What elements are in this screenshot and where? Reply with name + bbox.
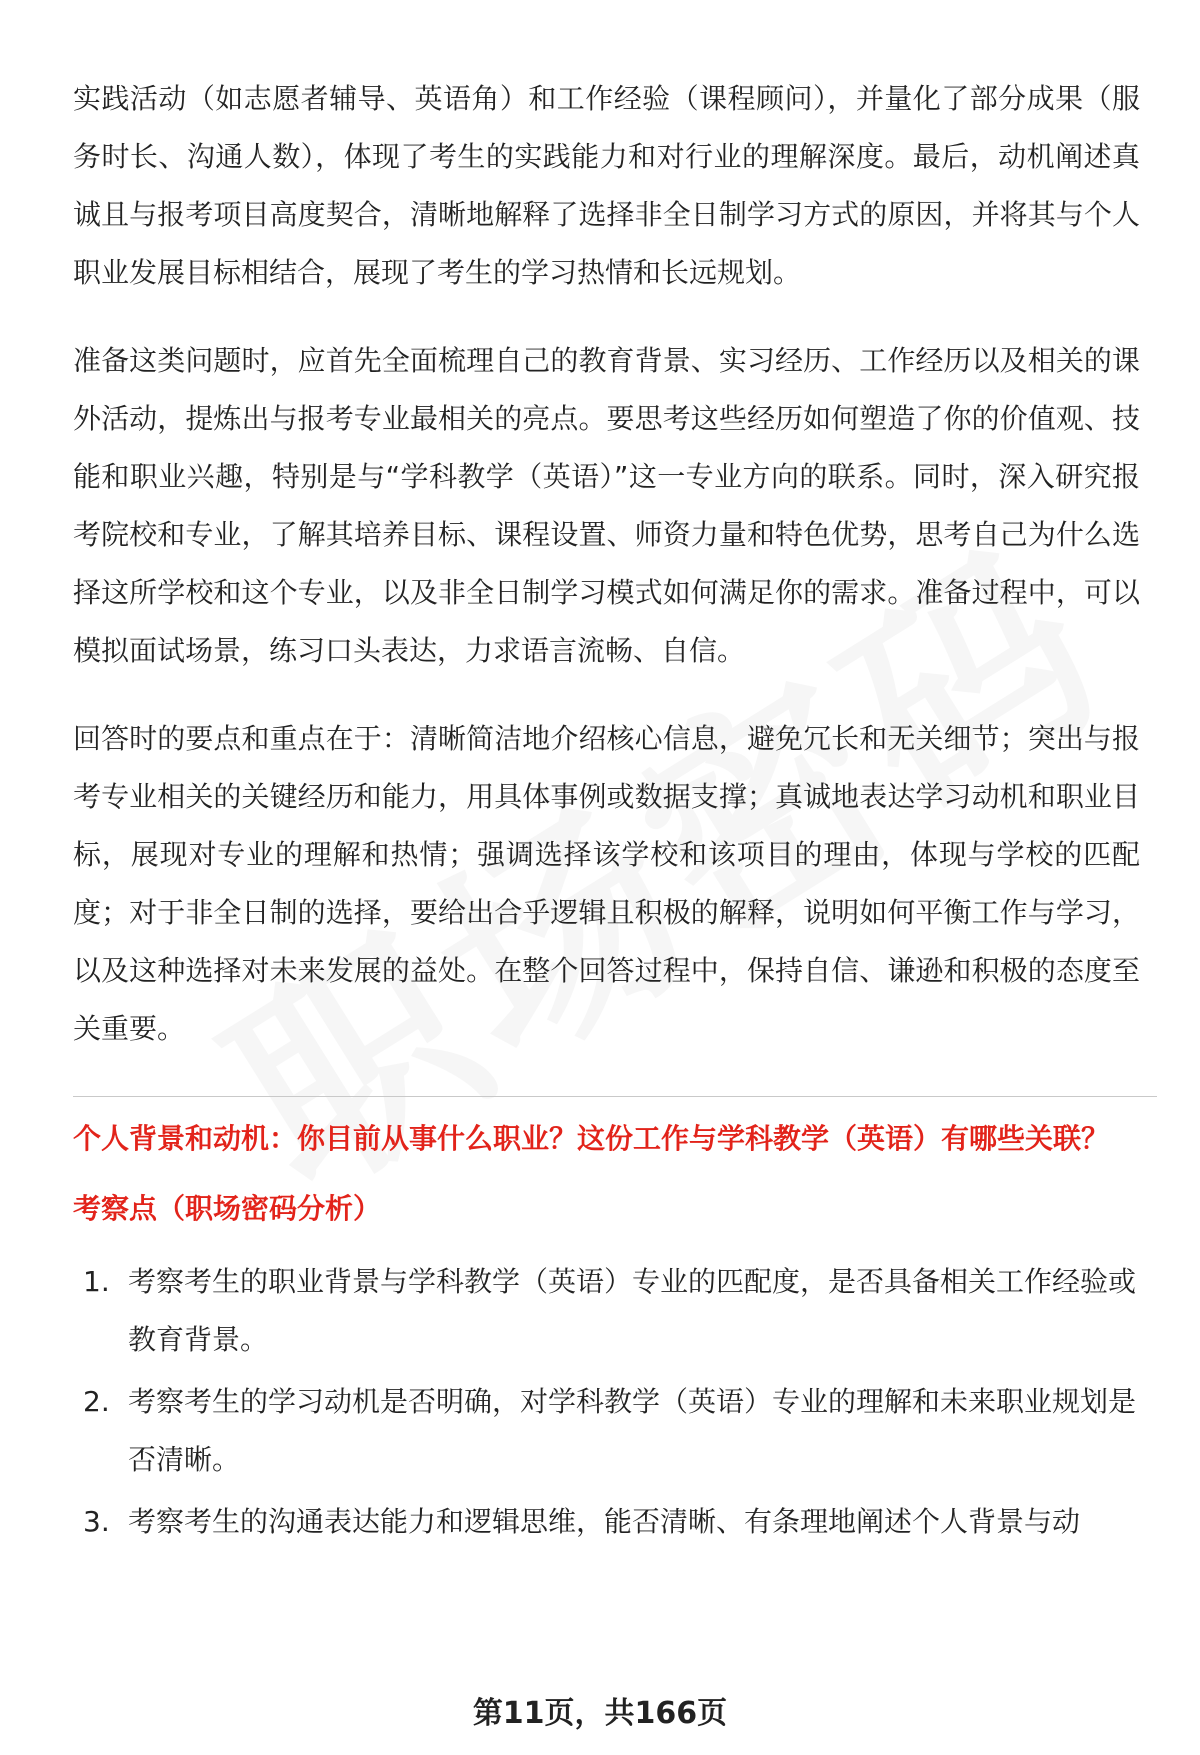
list-item-number: 1. (83, 1265, 110, 1298)
analysis-subheading: 考察点（职场密码分析） (73, 1192, 382, 1225)
list-item-number: 2. (83, 1385, 110, 1418)
page-footer: 第11页，共166页 (472, 1696, 728, 1731)
list-item (73, 1373, 1140, 1489)
list-item-text: 考察考生的学习动机是否明确，对学科教学（英语）专业的理解和未来职业规划是否清晰。 (128, 1385, 1137, 1476)
analysis-list (73, 1253, 1140, 1551)
section-divider (73, 1096, 1157, 1097)
list-item (73, 1493, 1140, 1551)
body-paragraph-2: 准备这类问题时，应首先全面梳理自己的教育背景、实习经历、工作经历以及相关的课外活动，提炼出与报考专业最相关的亮点。要思考这些经历如何塑造了你的价值观、技能和职业兴趣，特别是与“学科教学（英语）”这一专业方向的联系。同时，深入研究报考院校和专业，了解其培养目标、课程设置、师资力量和特色优势，思考自己为什么选择这所学校和这个专业，以及非全日制学习模式如何满足你的需求。准备过程中，可以模拟面试场景，练习口头表达，力求语言流畅、自信。 (73, 344, 1140, 667)
list-item (73, 1253, 1140, 1369)
question-heading: 个人背景和动机：你目前从事什么职业？这份工作与学科教学（英语）有哪些关联？ (73, 1122, 1110, 1155)
list-item-text: 考察考生的沟通表达能力和逻辑思维，能否清晰、有条理地阐述个人背景与动 (128, 1505, 1081, 1538)
page-content (73, 70, 1140, 1555)
list-item-text: 考察考生的职业背景与学科教学（英语）专业的匹配度，是否具备相关工作经验或教育背景。 (128, 1265, 1137, 1356)
list-item-number: 3. (83, 1505, 110, 1538)
body-paragraph-3: 回答时的要点和重点在于：清晰简洁地介绍核心信息，避免冗长和无关细节；突出与报考专业相关的关键经历和能力，用具体事例或数据支撑；真诚地表达学习动机和职业目标，展现对专业的理解和热情；强调选择该学校和该项目的理由，体现与学校的匹配度；对于非全日制的选择，要给出合乎逻辑且积极的解释，说明如何平衡工作与学习，以及这种选择对未来发展的益处。在整个回答过程中，保持自信、谦逊和积极的态度至关重要。 (73, 722, 1140, 1045)
body-paragraph-1: 实践活动（如志愿者辅导、英语角）和工作经验（课程顾问），并量化了部分成果（服务时长、沟通人数），体现了考生的实践能力和对行业的理解深度。最后，动机阐述真诚且与报考项目高度契合，清晰地解释了选择非全日制学习方式的原因，并将其与个人职业发展目标相结合，展现了考生的学习热情和长远规划。 (73, 82, 1140, 289)
